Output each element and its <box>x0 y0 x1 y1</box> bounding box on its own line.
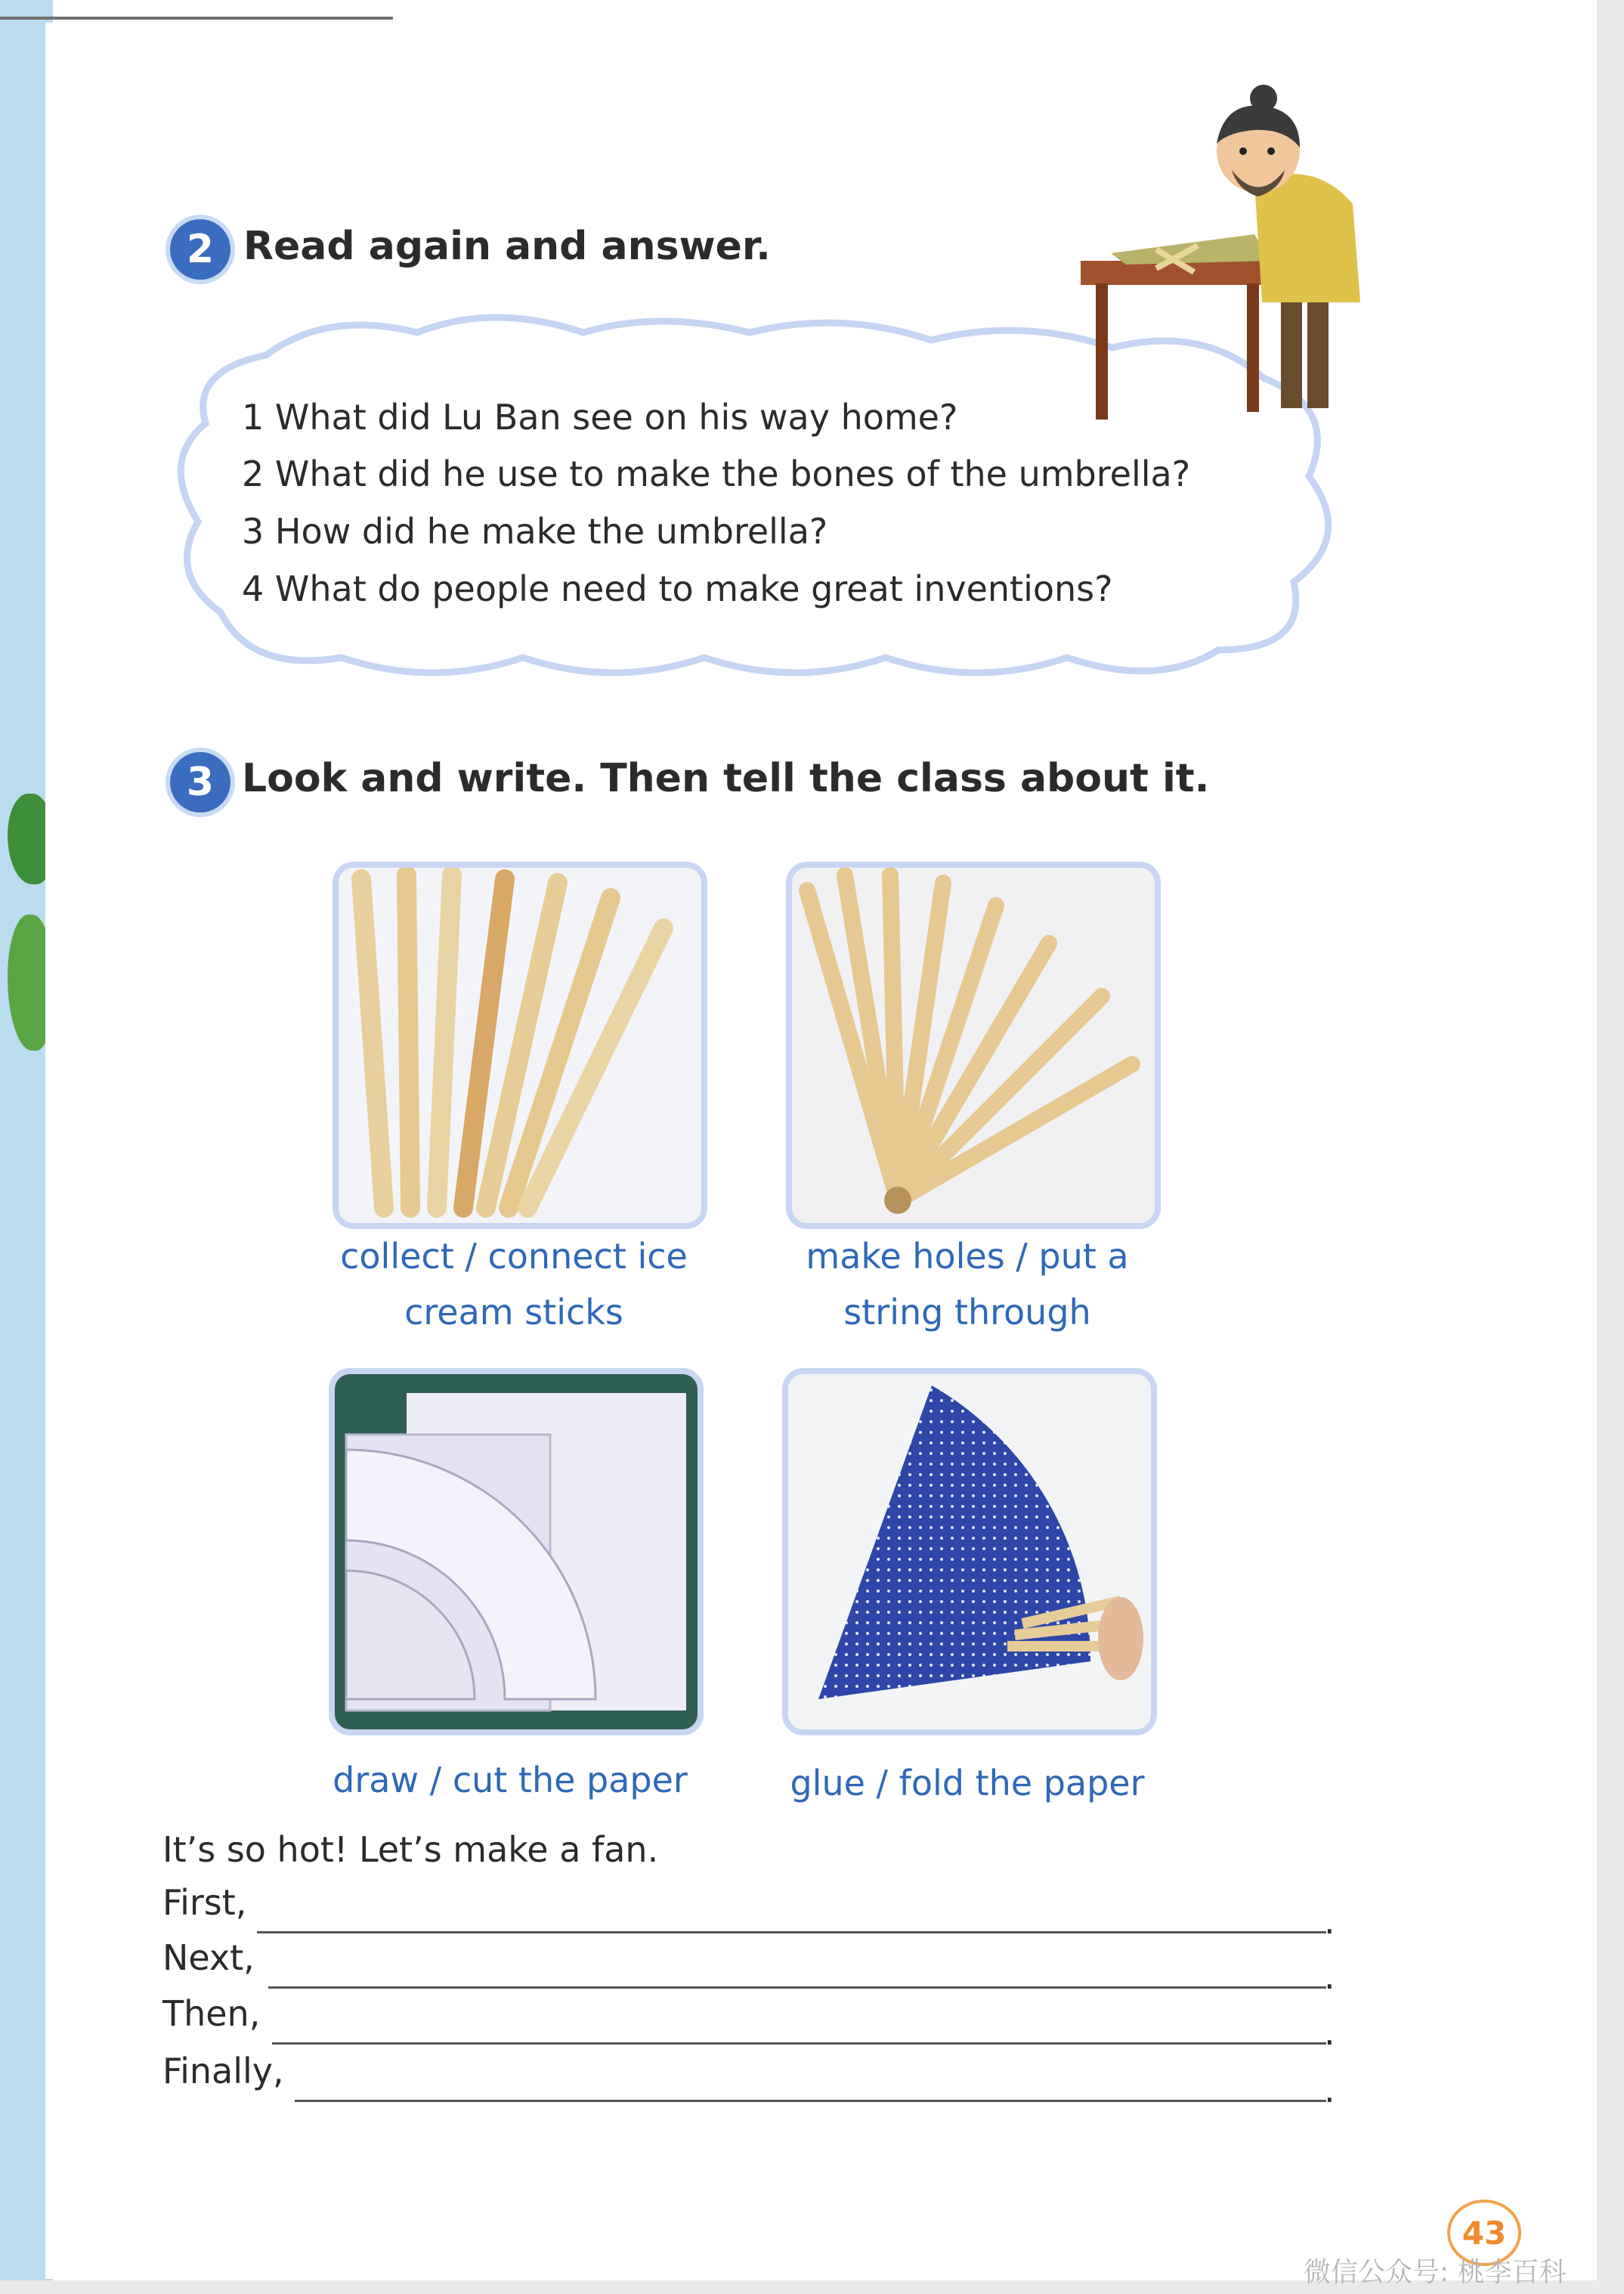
caption-step-3: draw / cut the paper <box>333 1760 688 1800</box>
line-label-finally: Finally, <box>162 2051 284 2091</box>
line-period: . <box>1324 2070 1335 2110</box>
caption-line: collect / connect ice <box>340 1236 688 1277</box>
caption-step-2 <box>756 1228 1179 1340</box>
photo-ice-cream-sticks <box>333 862 707 1229</box>
question-3: 3 How did he make the umbrella? <box>242 511 828 552</box>
watermark-text: 微信公众号: 桃李百科 <box>1304 2257 1567 2288</box>
photo-fan-frame <box>786 862 1161 1229</box>
page-edge <box>1597 0 1624 2294</box>
question-2: 2 What did he use to make the bones of the umbrella? <box>242 454 1191 494</box>
line-label-next: Next, <box>162 1937 255 1978</box>
caption-line: string through <box>843 1292 1091 1333</box>
question-4: 4 What do people need to make great inventions? <box>242 568 1113 609</box>
page-number: 43 <box>1447 2200 1521 2266</box>
line-period: . <box>1324 2012 1335 2053</box>
caption-step-4: glue / fold the paper <box>790 1763 1145 1803</box>
page-edge <box>0 17 393 20</box>
question-1: 1 What did Lu Ban see on his way home? <box>242 397 958 438</box>
answer-line-first[interactable] <box>257 1931 1326 1933</box>
photo-paper-template <box>329 1368 704 1735</box>
exercise-heading: Look and write. Then tell the class about it. <box>242 756 1210 801</box>
line-period: . <box>1324 1956 1335 1997</box>
line-label-first: First, <box>162 1882 247 1923</box>
answer-line-finally[interactable] <box>295 2100 1326 2102</box>
line-label-then: Then, <box>162 1993 261 2034</box>
caption-line: make holes / put a <box>806 1236 1129 1277</box>
photo-finished-fan <box>782 1368 1157 1735</box>
exercise-number-badge: 3 <box>170 752 230 813</box>
caption-line: cream sticks <box>404 1292 623 1333</box>
caption-step-1 <box>302 1228 725 1340</box>
answer-line-next[interactable] <box>268 1986 1326 1989</box>
fan-intro-sentence: It’s so hot! Let’s make a fan. <box>162 1829 659 1870</box>
lu-ban-illustration <box>1066 76 1383 423</box>
line-period: . <box>1324 1901 1335 1942</box>
answer-line-then[interactable] <box>272 2042 1326 2045</box>
exercise-heading: Read again and answer. <box>243 224 771 269</box>
exercise-number-badge: 2 <box>170 219 230 280</box>
